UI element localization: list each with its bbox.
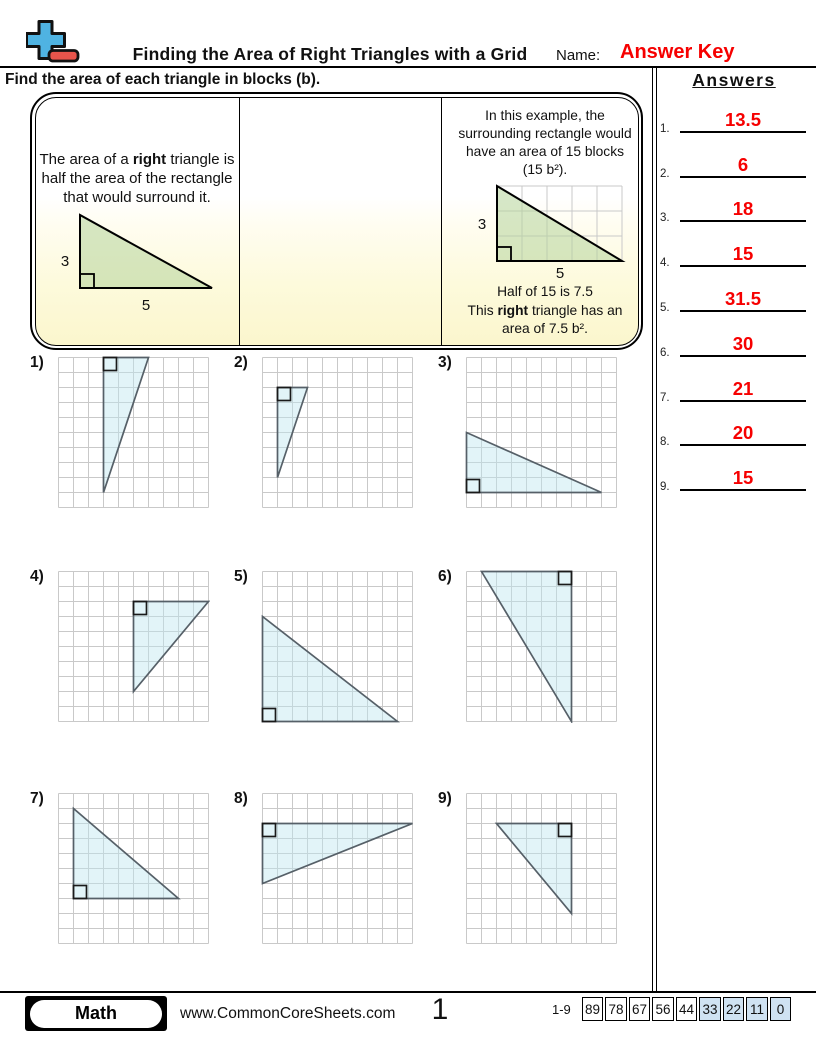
answer-value: 20	[732, 422, 754, 444]
example-divider-1	[239, 98, 241, 345]
answer-row-6	[658, 316, 810, 361]
answer-blank	[680, 421, 806, 446]
height-label: 3	[477, 216, 487, 234]
text: half the area of the rectangle	[41, 169, 233, 187]
score-table	[552, 997, 791, 1021]
example-grid-triangle	[455, 183, 635, 281]
text-bold: right	[497, 302, 529, 318]
answer-number: 5.	[660, 301, 670, 314]
text: triangle is	[166, 150, 235, 168]
name-label: Name:	[556, 47, 601, 64]
answer-row-1	[658, 92, 810, 137]
answer-row-3	[658, 182, 810, 227]
answer-blank	[680, 287, 806, 312]
example-triangle	[47, 211, 227, 316]
score-cell: 89	[582, 997, 604, 1021]
text: that would surround it.	[63, 188, 211, 206]
text: triangle has an	[528, 302, 623, 318]
text: This	[467, 302, 498, 318]
problem-grid	[57, 570, 210, 723]
problem-4	[30, 566, 220, 731]
answer-number: 1.	[660, 122, 670, 135]
example-left-panel	[36, 98, 239, 345]
answers-heading: Answers	[692, 70, 776, 90]
problem-grid	[57, 356, 210, 509]
answers-separator	[652, 66, 657, 991]
answer-number: 4.	[660, 257, 670, 270]
problem-number: 5)	[234, 568, 248, 585]
example-left-text	[36, 150, 239, 208]
problem-grid	[57, 792, 210, 945]
answer-row-8	[658, 406, 810, 451]
answer-value: 15	[732, 467, 754, 489]
score-range-label: 1-9	[552, 1001, 571, 1017]
website-url: www.CommonCoreSheets.com	[180, 1005, 396, 1022]
page-title: Finding the Area of Right Triangles with a Grid	[132, 44, 528, 64]
answer-value: 6	[737, 153, 749, 175]
answers-panel	[658, 70, 810, 495]
problem-grid	[465, 356, 618, 509]
instruction-text: Find the area of each triangle in blocks (b).	[5, 71, 321, 88]
answer-number: 6.	[660, 346, 670, 359]
problem-number: 6)	[438, 568, 452, 585]
text: have an area of 15 blocks	[465, 143, 624, 159]
score-cell: 44	[676, 997, 698, 1021]
example-right-bottom-text	[442, 283, 639, 338]
problem-5	[234, 566, 424, 731]
problem-number: 8)	[234, 790, 248, 807]
text: The area of a	[39, 150, 133, 168]
text: (15 b²).	[522, 162, 568, 178]
subject-label: Math	[30, 1000, 162, 1028]
problem-number: 2)	[234, 354, 248, 371]
problem-number: 4)	[30, 568, 44, 585]
example-right-text	[442, 107, 639, 180]
answer-row-7	[658, 361, 810, 406]
header-divider	[0, 66, 816, 68]
problem-1	[30, 352, 220, 517]
problem-3	[438, 352, 628, 517]
answer-blank	[680, 466, 806, 491]
problem-grid	[261, 570, 414, 723]
problem-grid	[261, 792, 414, 945]
text: surrounding rectangle would	[458, 125, 632, 141]
answer-number: 3.	[660, 212, 670, 225]
score-cell: 67	[629, 997, 651, 1021]
problem-grid	[261, 356, 414, 509]
problem-6	[438, 566, 628, 731]
score-cell: 22	[723, 997, 745, 1021]
minus-icon	[49, 51, 78, 62]
answer-value: 15	[732, 243, 754, 265]
text-bold: right	[132, 150, 167, 168]
answer-blank	[680, 108, 806, 133]
example-right-panel	[442, 98, 639, 345]
height-label: 3	[60, 253, 70, 271]
problem-number: 3)	[438, 354, 452, 371]
triangle-shape	[104, 358, 149, 493]
answer-value: 31.5	[724, 287, 761, 309]
answer-blank	[680, 242, 806, 267]
score-cell: 11	[746, 997, 768, 1021]
page-number: 1	[431, 993, 449, 1026]
base-label: 5	[141, 297, 151, 315]
answer-row-9	[658, 450, 810, 495]
problem-number: 7)	[30, 790, 44, 807]
score-cell: 33	[699, 997, 721, 1021]
answer-blank	[680, 332, 806, 357]
text: Half of 15 is 7.5	[497, 284, 593, 300]
footer-divider	[0, 991, 816, 993]
answer-number: 8.	[660, 436, 670, 449]
answer-row-2	[658, 137, 810, 182]
score-cell: 56	[652, 997, 674, 1021]
problem-8	[234, 788, 424, 953]
answer-blank	[680, 377, 806, 402]
problem-2	[234, 352, 424, 517]
answer-blank	[680, 197, 806, 222]
problem-grid	[465, 570, 618, 723]
answer-value: 21	[732, 377, 754, 399]
subject-badge	[25, 996, 167, 1031]
answer-number: 2.	[660, 167, 670, 180]
problem-grid	[465, 792, 618, 945]
answer-row-4	[658, 226, 810, 271]
answer-row-5	[658, 271, 810, 316]
answer-value: 30	[732, 332, 754, 354]
example-box	[30, 92, 643, 350]
problem-9	[438, 788, 628, 953]
problem-7	[30, 788, 220, 953]
triangle-shape	[263, 617, 398, 722]
commoncoresheets-logo-icon	[26, 18, 80, 69]
score-cell: 0	[770, 997, 792, 1021]
answer-blank	[680, 153, 806, 178]
example-box-inner	[35, 97, 639, 346]
text: In this example, the	[485, 107, 605, 123]
base-label: 5	[555, 265, 565, 282]
problem-number: 1)	[30, 354, 44, 371]
score-cell: 78	[605, 997, 627, 1021]
answer-key-text: Answer Key	[620, 41, 735, 63]
text: area of 7.5 b².	[502, 320, 588, 336]
answer-value: 13.5	[724, 108, 761, 130]
problem-number: 9)	[438, 790, 452, 807]
answer-value: 18	[732, 198, 754, 220]
answer-number: 9.	[660, 481, 670, 494]
answer-number: 7.	[660, 391, 670, 404]
